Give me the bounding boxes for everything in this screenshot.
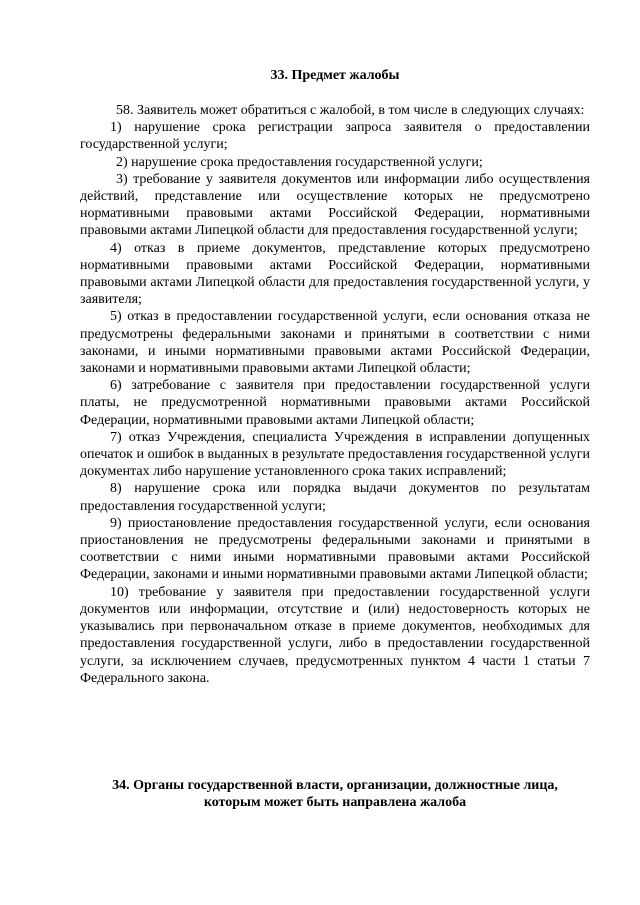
list-item-3: 3) требование у заявителя документов или информации либо осуществления действий, представление или осуществление которых не предусмотрено нормативными правовыми актами Российской Федерации, нормативными правовыми актами Липецкой области для предоставления государственной услуги; bbox=[80, 171, 590, 239]
list-item-5: 5) отказ в предоставлении государственной услуги, если основания отказа не предусмотрены федеральными законами и принятыми в соответствии с ними законами, и иными нормативными правовыми актами Российской Федерации, законами и нормативными правовыми актами Липецкой области; bbox=[80, 309, 590, 377]
list-item-6: 6) затребование с заявителя при предоставлении государственной услуги платы, не предусмотренной нормативными правовыми актами Российской Федерации, нормативными правовыми актами Липецкой области; bbox=[80, 378, 590, 428]
section-34-heading-line-2: которым может быть направлена жалоба bbox=[203, 795, 467, 811]
section-34-heading bbox=[80, 777, 590, 811]
list-item-8: 8) нарушение срока или порядка выдачи документов по результатам предоставления государственной услуги; bbox=[80, 481, 590, 514]
list-item-4: 4) отказ в приеме документов, представление которых предусмотрено нормативными правовыми актами Российской Федерации, нормативными правовыми актами Липецкой области для предоставления государственной услуги, у заявителя; bbox=[80, 240, 590, 308]
section-33-heading: 33. Предмет жалобы bbox=[270, 68, 400, 83]
section-34-heading-line-1: 34. Органы государственной власти, организации, должностные лица, bbox=[112, 778, 558, 793]
intro-paragraph: 58. Заявитель может обратиться с жалобой, в том числе в следующих случаях: bbox=[116, 103, 585, 118]
list-item-1: 1) нарушение срока регистрации запроса заявителя о предоставлении государственной услуги; bbox=[80, 120, 590, 153]
list-item-9: 9) приостановление предоставления государственной услуги, если основания приостановления не предусмотрены федеральными законами и принятыми в соответствии с ними иными нормативными правовыми актами Российской Федерации, законами и иными нормативными правовыми актами Липецкой области; bbox=[80, 515, 590, 583]
list-item-2: 2) нарушение срока предоставления государственной услуги; bbox=[116, 154, 483, 170]
list-item-7: 7) отказ Учреждения, специалиста Учреждения в исправлении допущенных опечаток и ошибок в выданных в результате предоставления государственной услуги документах либо нарушение установленного срока таких исправлений; bbox=[80, 429, 590, 480]
section-33-body bbox=[80, 102, 590, 687]
list-item-10: 10) требование у заявителя при предоставлении государственной услуги документов или информации, отсутствие и (или) недостоверность которых не указывались при первоначальном отказе в приеме документов, необходимых для предоставления государственной услуги, либо в предоставлении государственной услуги, за исключением случаев, предусмотренных пунктом 4 части 1 статьи 7 Федерального закона. bbox=[80, 584, 590, 686]
